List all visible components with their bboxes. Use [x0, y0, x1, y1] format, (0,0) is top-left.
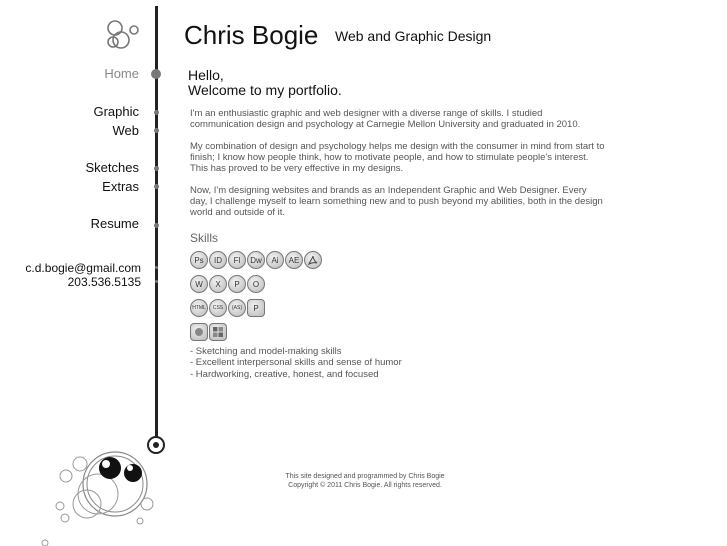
office-skills-row — [190, 275, 265, 293]
timeline-dot-extras — [154, 184, 159, 189]
powerpoint-icon: P — [228, 275, 246, 293]
logo-circles-icon[interactable] — [104, 18, 144, 54]
site-tagline: Web and Graphic Design — [335, 28, 492, 44]
timeline-dot-phone — [155, 280, 158, 283]
skills-heading: Skills — [190, 231, 219, 245]
outlook-icon: O — [247, 275, 265, 293]
css-icon: CSS — [209, 299, 227, 317]
skills-list-item: - Hardworking, creative, honest, and focused — [190, 368, 379, 380]
after-effects-icon: AE — [285, 251, 303, 269]
windows-icon — [209, 323, 227, 341]
timeline-dot-home — [151, 69, 161, 79]
skills-list — [190, 346, 402, 380]
mac-os-icon — [190, 323, 208, 341]
os-skills-row — [190, 323, 227, 341]
contact-phone: 203.536.5135 — [67, 275, 141, 289]
flash-icon: Fl — [228, 251, 246, 269]
excel-icon: X — [209, 275, 227, 293]
nav-extras[interactable]: Extras — [102, 179, 139, 194]
timeline-dot-graphic — [154, 110, 159, 115]
site-name: Chris Bogie — [184, 20, 319, 50]
welcome-heading — [188, 68, 342, 98]
footer-credit: This site designed and programmed by Chris Bogie — [285, 473, 445, 480]
current-paragraph: Now, I'm designing websites and brands as an Independent Graphic and Web Designer. Every day, I challenge myself to learn something new and to push beyond my abilities, both in the design world and outside of it. — [190, 185, 603, 218]
dreamweaver-icon: Dw — [247, 251, 265, 269]
skills-list-item: - Sketching and model-making skills — [190, 346, 342, 357]
hello-text: Hello, — [188, 67, 224, 83]
nav-web[interactable]: Web — [112, 123, 139, 138]
illustrator-icon: Ai — [266, 251, 284, 269]
mascot-eyes-icon — [40, 446, 160, 546]
indesign-icon: ID — [209, 251, 227, 269]
footer-copyright: Copyright © 2011 Chris Bogie. All rights reserved. — [288, 482, 442, 489]
adobe-skills-row — [190, 251, 322, 269]
nav-home[interactable]: Home — [104, 66, 139, 81]
nav-resume[interactable]: Resume — [90, 216, 139, 231]
photoshop-icon: Ps — [190, 251, 208, 269]
acrobat-icon — [304, 251, 322, 269]
intro-paragraph: I'm an enthusiastic graphic and web designer with a diverse range of skills. I studied communication design and psychology at Carnegie Mellon University and graduated in 2010. — [190, 108, 581, 130]
timeline-dot-sketches — [154, 166, 159, 171]
timeline-dot-email — [155, 266, 158, 269]
contact-email[interactable]: c.d.bogie@gmail.com — [25, 261, 141, 275]
web-skills-row — [190, 299, 265, 317]
welcome-text: Welcome to my portfolio. — [188, 82, 342, 98]
nav-graphic[interactable]: Graphic — [93, 104, 139, 119]
timeline-dot-web — [154, 128, 159, 133]
approach-paragraph: My combination of design and psychology helps me design with the consumer in mind from start to finish; I know how people think, how to motivate people, and how to stimulate people's interest. This has proved to be very effective in my designs. — [190, 141, 605, 174]
nav-sketches[interactable]: Sketches — [85, 160, 139, 175]
actionscript-icon: {AS} — [228, 299, 246, 317]
php-icon: P — [247, 299, 265, 317]
html-icon: HTML — [190, 299, 208, 317]
skills-list-item: - Excellent interpersonal skills and sense of humor — [190, 357, 402, 369]
word-icon: W — [190, 275, 208, 293]
footer — [260, 472, 470, 490]
timeline-dot-resume — [154, 223, 159, 228]
